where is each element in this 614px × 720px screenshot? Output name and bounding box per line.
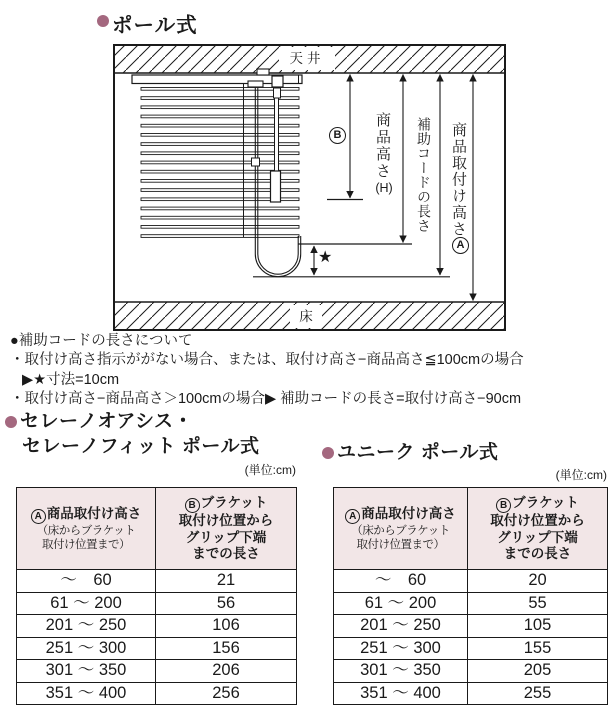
left-title-line2: セレーノフィット ポール式 [22,436,260,457]
page-title: ポール式 [112,14,198,37]
right-unit-label: (単位:cm) [555,468,607,482]
notes-line3: ・取付け高さ−商品高さ＞100cmの場合▶ 補助コードの長さ=取付け高さ−90cm [10,391,522,407]
right-section-title: ユニーク ポール式 [337,442,499,463]
col-a-header: A 商品取付け高さ （床からブラケット 取付け位置まで） [17,488,156,570]
col-b-header: B ブラケット 取付け位置から グリップ下端 までの長さ [468,488,608,570]
diagram-line-art [113,44,506,331]
col-a-header: A 商品取付け高さ （床からブラケット 取付け位置まで） [334,488,468,570]
star-mark: ★ [318,249,333,266]
ceiling-label: 天井 [279,47,335,70]
title-bullet-icon [97,15,109,27]
notes-line2: ▶★寸法=10cm [22,372,120,388]
table-row: 301 〜 350 206 [17,660,297,683]
right-section-bullet-icon [322,447,334,459]
product-height-label: 商品高さ [374,112,391,180]
table-row: 61 〜 200 55 [334,592,608,615]
table-row: 201 〜 250 106 [17,615,297,638]
left-title-line1: セレーノオアシス・ [20,411,194,432]
left-spec-table [16,487,297,705]
aux-cord-label: 補助コードの長さ [416,117,432,233]
table-row: 61 〜 200 56 [17,592,297,615]
circled-b-icon: B [496,498,511,513]
install-height-label: 商品取付け高さ [450,122,467,238]
col-b-header: B ブラケット 取付け位置から グリップ下端 までの長さ [156,488,297,570]
pole-and-grip [271,76,284,202]
circled-a-icon: A [345,509,360,524]
circled-a-icon: A [31,509,46,524]
table-row: 201 〜 250 105 [334,615,608,638]
table-row: 251 〜 300 156 [17,637,297,660]
installation-diagram [113,44,506,331]
table-row: 301 〜 350 205 [334,660,608,683]
right-spec-table [333,487,608,705]
dim-a-circle: A [452,237,469,254]
left-unit-label: (単位:cm) [244,463,296,477]
table-row: 251 〜 300 155 [334,637,608,660]
circled-b-icon: B [185,498,200,513]
table-header-row [334,488,608,570]
table-header-row [17,488,297,570]
product-height-h-label: (H) [375,181,393,195]
table-row: 〜 60 21 [17,570,297,593]
cord-holder [248,81,263,87]
cord-joint [252,158,260,166]
floor-label: 床 [290,305,322,328]
notes-heading: ●補助コードの長さについて [10,333,193,349]
left-section-title [20,409,260,459]
table-row: 〜 60 20 [334,570,608,593]
table-row: 351 〜 400 256 [17,682,297,705]
dim-b-circle: B [329,127,346,144]
notes-line1: ・取付け高さ指示ががない場合、または、取付け高さ−商品高さ≦100cmの場合 [10,352,524,368]
left-section-bullet-icon [5,416,17,428]
table-row: 351 〜 400 255 [334,682,608,705]
